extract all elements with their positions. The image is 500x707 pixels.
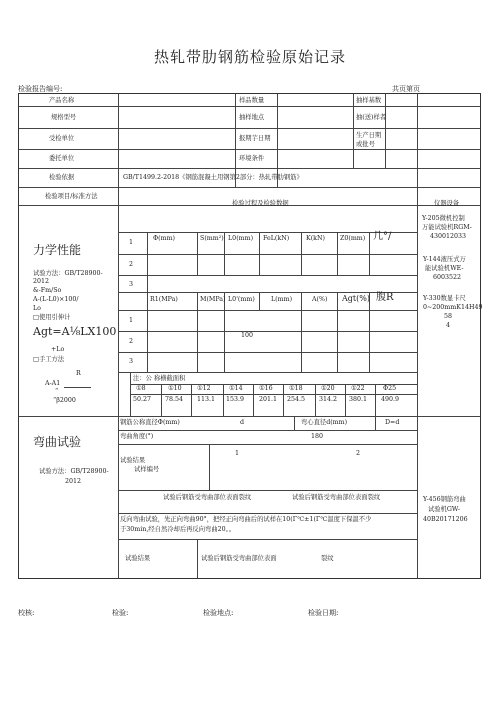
product-name-label: 产品名称 — [49, 97, 75, 104]
equipment-1-line-1: Y-205微机控制 — [422, 215, 465, 222]
tensile-head2-2: L0'(mm) — [228, 296, 255, 303]
tensile-row-1: 1 — [129, 239, 134, 246]
tensile-head2-0: R1(MPa) — [150, 296, 178, 303]
tensile-head1-3: FeL(kN) — [263, 235, 290, 242]
nominal-diameter-label: 钢筋公称直径Φ(mm) — [120, 419, 180, 426]
tensile-head1-5: Z0(mm) — [340, 235, 366, 242]
basis-value: GB/T1499.2-2018《钢筋混凝土用钢第2部分：热轧带肋钢筋》 — [123, 174, 303, 181]
footer-inspect: 检验: — [112, 609, 129, 617]
area-val-3: 153.9 — [226, 396, 245, 403]
area-val-2: 113.1 — [197, 396, 216, 403]
equipment-3-line-4: 4 — [446, 322, 451, 329]
basis-label: 检验依据 — [49, 174, 75, 181]
bend-method: 试验方法：GB/T28900- — [39, 468, 109, 475]
area-val-6: 314.2 — [319, 396, 338, 403]
bend-angle-label: 弯曲角度(°) — [120, 433, 154, 440]
sample-qty-label: 样品数量 — [239, 97, 265, 104]
bend-method-year: 2012 — [65, 478, 82, 485]
page-title: 热轧带肋钢筋检验原始记录 — [153, 48, 346, 66]
tensile-head2-6: 腹R — [376, 292, 394, 303]
tensile-row2-3: 3 — [129, 358, 134, 365]
final-result-desc: 试验后钢筋受弯曲部位表面 — [201, 555, 277, 562]
formula-line-9: A-A1 — [45, 380, 61, 387]
date-label: 报期芋日期 — [239, 135, 271, 142]
equipment-4-line-2: 试验机GW- — [428, 506, 461, 513]
equipment-4-line-1: Y-456钢筋弯曲 — [423, 496, 466, 503]
specimen-col-2: 2 — [356, 450, 361, 457]
tensile-row2-2: 2 — [129, 338, 134, 345]
manual-option: □手工方法 — [33, 356, 65, 363]
tensile-head2-4: A(%) — [312, 296, 328, 303]
area-val-8: 490.9 — [381, 396, 400, 403]
area-head-3: ①14 — [229, 385, 243, 392]
equipment-4-line-3: 40B20171206 — [423, 516, 468, 523]
area-val-5: 254.5 — [287, 396, 306, 403]
tensile-head1-1: S(mm²) — [200, 235, 224, 242]
equipment-header: 仪器设备 — [434, 200, 460, 207]
tensile-method: 试验方法：GB/T28900- — [33, 270, 103, 277]
tensile-row-3: 3 — [129, 281, 134, 288]
reverse-bend-text-2: 于30min,经自然冷却后再反向弯曲20。。 — [120, 526, 236, 533]
area-val-7: 380.1 — [349, 396, 368, 403]
final-result-label: 试验结果 — [125, 555, 151, 562]
item-header: 检验项目/标准方法 — [45, 193, 98, 200]
area-val-4: 201.1 — [259, 396, 278, 403]
extensometer-option: □使用引伸计 — [33, 314, 71, 321]
area-val-0: 50.27 — [133, 396, 152, 403]
formula-line-6: +Lo — [51, 346, 65, 353]
tensile-head1-6: 几°/ — [373, 231, 392, 242]
area-head-6: ①20 — [321, 385, 335, 392]
equipment-2-line-1: Y-144液压式万 — [423, 256, 466, 263]
area-head-5: ①18 — [289, 385, 303, 392]
formula-line-8: R — [76, 370, 81, 377]
bend-angle-value: 180 — [311, 433, 324, 440]
footer-place: 检验地点: — [203, 609, 234, 617]
reverse-bend-text-1: 反向弯曲试验，先正向弯曲90°，把经正向弯曲后的试样在10(Γ℃±1(Γ℃温度下保温不少 — [120, 516, 372, 523]
tensile-head1-4: K(kN) — [306, 235, 325, 242]
sample-place-label: 抽样地点 — [239, 114, 265, 121]
surface-crack-2: 试验后钢筋受弯曲部位表面裂纹 — [292, 494, 381, 501]
produce-date-label: 生产日期或批号 — [356, 132, 382, 148]
formula-line-3: Lo — [33, 305, 41, 312]
tensile-head1-2: L0(mm) — [228, 235, 254, 242]
tensile-row-2: 2 — [129, 261, 134, 268]
footer-date: 检验日期: — [308, 609, 339, 617]
formula-line-11: “β2000 — [53, 397, 76, 404]
equipment-1-line-3: 430012033 — [430, 233, 467, 240]
equipment-3-line-3: 58 — [444, 313, 453, 320]
bend-result-label: 试验结果 — [120, 457, 146, 464]
area-head-7: ①22 — [351, 385, 365, 392]
formula-line-10: “ — [55, 388, 59, 395]
tensile-head2-3: L(mm) — [271, 296, 293, 303]
tensile-method-year: 2012 — [33, 278, 50, 285]
equipment-1-line-2: 万能试验机RGM- — [422, 224, 472, 231]
formula-line-1: &-Fm/So — [33, 287, 62, 294]
formula-line-2: A-(L-L0)×100/ — [33, 296, 79, 303]
area-head-1: ①10 — [168, 385, 182, 392]
bend-title: 弯曲试验 — [33, 435, 82, 449]
nominal-diameter-value: d — [240, 419, 245, 426]
tensile-head2-1: M(MPa) — [200, 296, 226, 303]
report-number-label: 检验报告编号: — [18, 85, 63, 93]
record-table — [18, 93, 481, 579]
tensile-title: 力学性能 — [33, 243, 82, 257]
specimen-no-label: 试样编号 — [134, 466, 160, 473]
bend-diameter-label: 弯心直径d(mm) — [301, 419, 348, 426]
equipment-3-line-2: 0~200mmK14H49 — [423, 304, 483, 311]
env-label: 环境条件 — [239, 155, 265, 162]
area-head-4: ①16 — [259, 385, 273, 392]
area-head-0: ①8 — [136, 385, 146, 392]
sampler-label: 抽(送)样者 — [356, 114, 387, 121]
equipment-3-line-1: Y-330数显卡尺 — [423, 295, 466, 302]
area-val-1: 78.54 — [165, 396, 184, 403]
page-count-label: 共页第页 — [392, 85, 420, 93]
area-head-8: Φ25 — [383, 385, 397, 392]
area-note: 注：公 称横截面积 — [133, 375, 186, 382]
tensile-head1-0: Φ(mm) — [153, 235, 176, 242]
bend-diameter-value: D=d — [385, 419, 400, 426]
agt-formula: Agt=A⅛LX100 — [33, 325, 117, 338]
sample-base-label: 抽样基数 — [356, 97, 382, 104]
final-result-crack: 裂纹 — [321, 555, 334, 562]
gauge-length-value: 100 — [241, 332, 254, 339]
client-label: 委托单位 — [49, 155, 75, 162]
tensile-head2-5: Agt(%) — [342, 294, 370, 303]
equipment-2-line-3: 6003522 — [433, 274, 462, 281]
footer-check: 校核: — [18, 609, 35, 617]
area-head-2: ①12 — [197, 385, 211, 392]
surface-crack-1: 试验后钢筋受弯曲部位表面裂纹 — [163, 494, 252, 501]
tensile-row2-1: 1 — [129, 317, 134, 324]
spec-label: 规格型号 — [51, 114, 77, 121]
process-header: 检验过程及检验数据 — [232, 200, 289, 207]
unit-label: 受检单位 — [49, 135, 75, 142]
equipment-2-line-2: 能试验机WE- — [425, 265, 464, 272]
specimen-col-1: 1 — [235, 450, 240, 457]
